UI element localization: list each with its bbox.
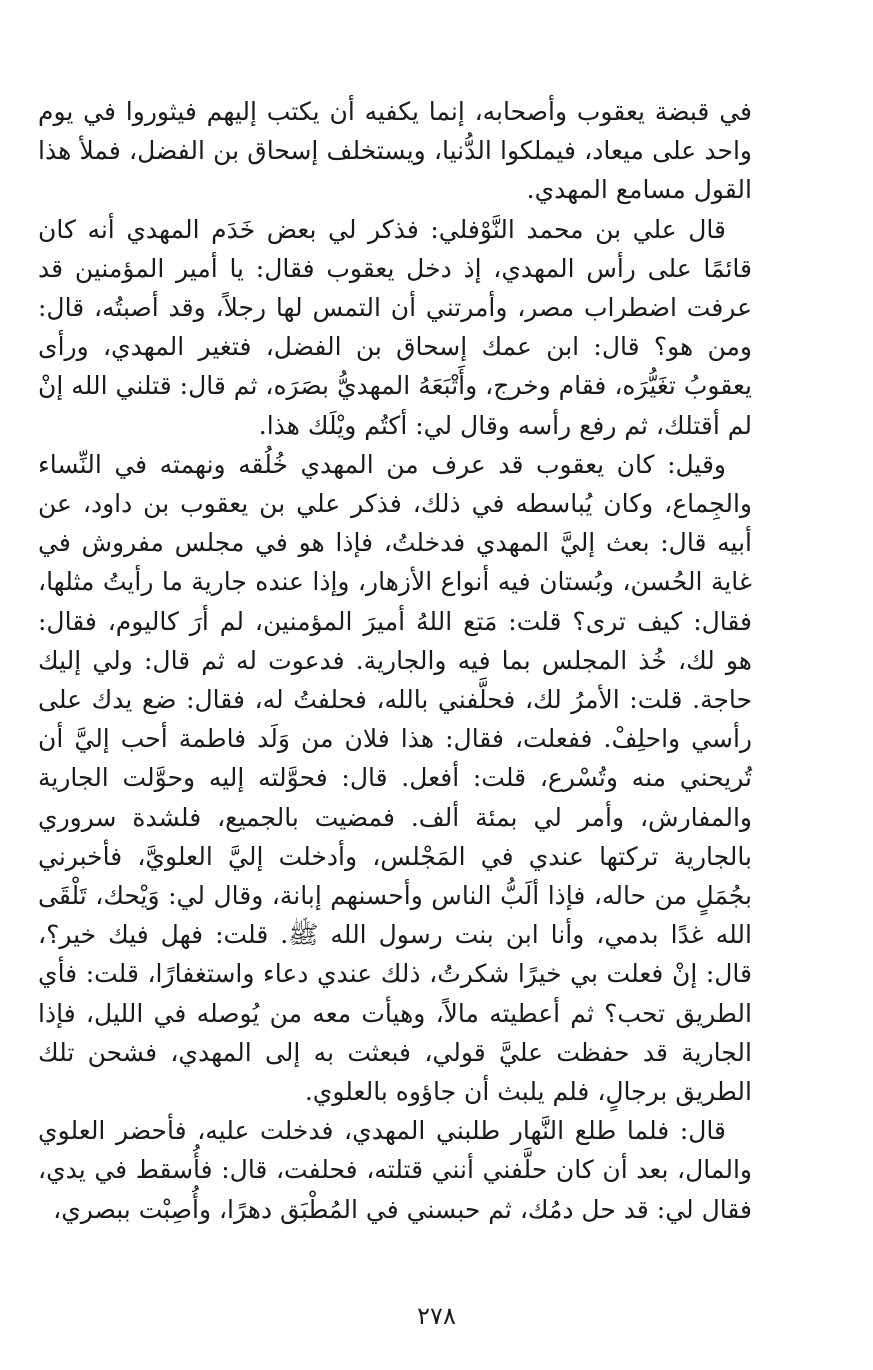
paragraph-1 <box>38 92 752 210</box>
paragraph-1-text: في قبضة يعقوب وأصحابه، إنما يكفيه أن يكتب إليهم فيثوروا في يوم واحد على ميعاد، فيملكوا الدُّنيا، ويستخلف إسحاق بن الفضل، فملأ هذا القول مسامع المهدي. <box>38 97 752 205</box>
paragraph-3 <box>38 445 752 1111</box>
page-number: ٢٧٨ <box>417 1302 456 1330</box>
page-body <box>38 92 752 1229</box>
paragraph-4 <box>38 1111 752 1229</box>
paragraph-2-text: قال علي بن محمد النَّوْفلي: فذكر لي بعض خَدَم المهدي أنه كان قائمًا على رأس المهدي، إذ دخل يعقوب فقال: يا أمير المؤمنين قد عرفت اضطراب مصر، وأمرتني أن التمس لها رجلاً، وقد أصبتُه، قال: ومن هو؟ قال: ابن عمك إسحاق بن الفضل، فتغير المهدي، ورأى يعقوبُ تغَيُّرَه، فقام وخرج، وأَتْبَعَهُ المهديُّ بصَرَه، ثم قال: قتلني الله إنْ لم أقتلك، ثم رفع رأسه وقال لي: أكتُم ويْلَك هذا. <box>38 214 752 440</box>
paragraph-4-text: قال: فلما طلع النَّهار طلبني المهدي، فدخلت عليه، فأحضر العلوي والمال، بعد أن كان حلَّفني أنني قتلته، فحلفت، قال: فأُسقط في يدي، فقال لي: قد حل دمُك، ثم حبسني في المُطْبَق دهرًا، وأُصِبْت ببصري، <box>38 1116 752 1224</box>
paragraph-2 <box>38 210 752 445</box>
paragraph-3-text: وقيل: كان يعقوب قد عرف من المهدي خُلُقه ونهمته في النِّساء والجِماع، وكان يُباسطه في ذلك، فذكر علي بن يعقوب بن داود، عن أبيه قال: بعث إليَّ المهدي فدخلتُ، فإذا هو في مجلس مفروش في غاية الحُسن، وبُستان فيه أنواع الأزهار، وإذا عنده جارية ما رأيتُ مثلها، فقال: كيف ترى؟ قلت: مَتع اللهُ أميرَ المؤمنين، لم أرَ كاليوم، فقال: هو لك، خُذ المجلس بما فيه والجارية. فدعوت له ثم قال: ولي إليك حاجة. قلت: الأمرُ لك، فحلَّفني بالله، فحلفتُ له، فقال: ضع يدك على رأسي واحلِفْ. ففعلت، فقال: هذا فلان من وَلَد فاطمة أحب إليَّ أن تُريحني منه وتُسْرع، قلت: أفعل. قال: فحوَّلته إليه وحوَّلت الجارية والمفارش، وأمر لي بمئة ألف. فمضيت بالجميع، فلشدة سروري بالجارية تركتها عندي في المَجْلس، وأدخلت إليَّ العلويَّ، فأخبرني بجُمَلٍ من حاله، فإذا ألَبُّ الناس وأحسنهم إبانة، وقال لي: وَيْحك، تَلْقَى الله غدًا بدمي، وأنا ابن بنت رسول الله ﷺ. قلت: فهل فيك خير؟، قال: إنْ فعلت بي خيرًا شكرتُ، ذلك عندي دعاء واستغفارًا، قلت: فأي الطريق تحب؟ ثم أعطيته مالاً، وهيأت معه من يُوصله في الليل، فإذا الجارية قد حفظت عليَّ قولي، فبعثت به إلى المهدي، فشحن تلك الطريق برجالٍ، فلم يلبث أن جاؤوه بالعلوي. <box>38 449 752 1107</box>
